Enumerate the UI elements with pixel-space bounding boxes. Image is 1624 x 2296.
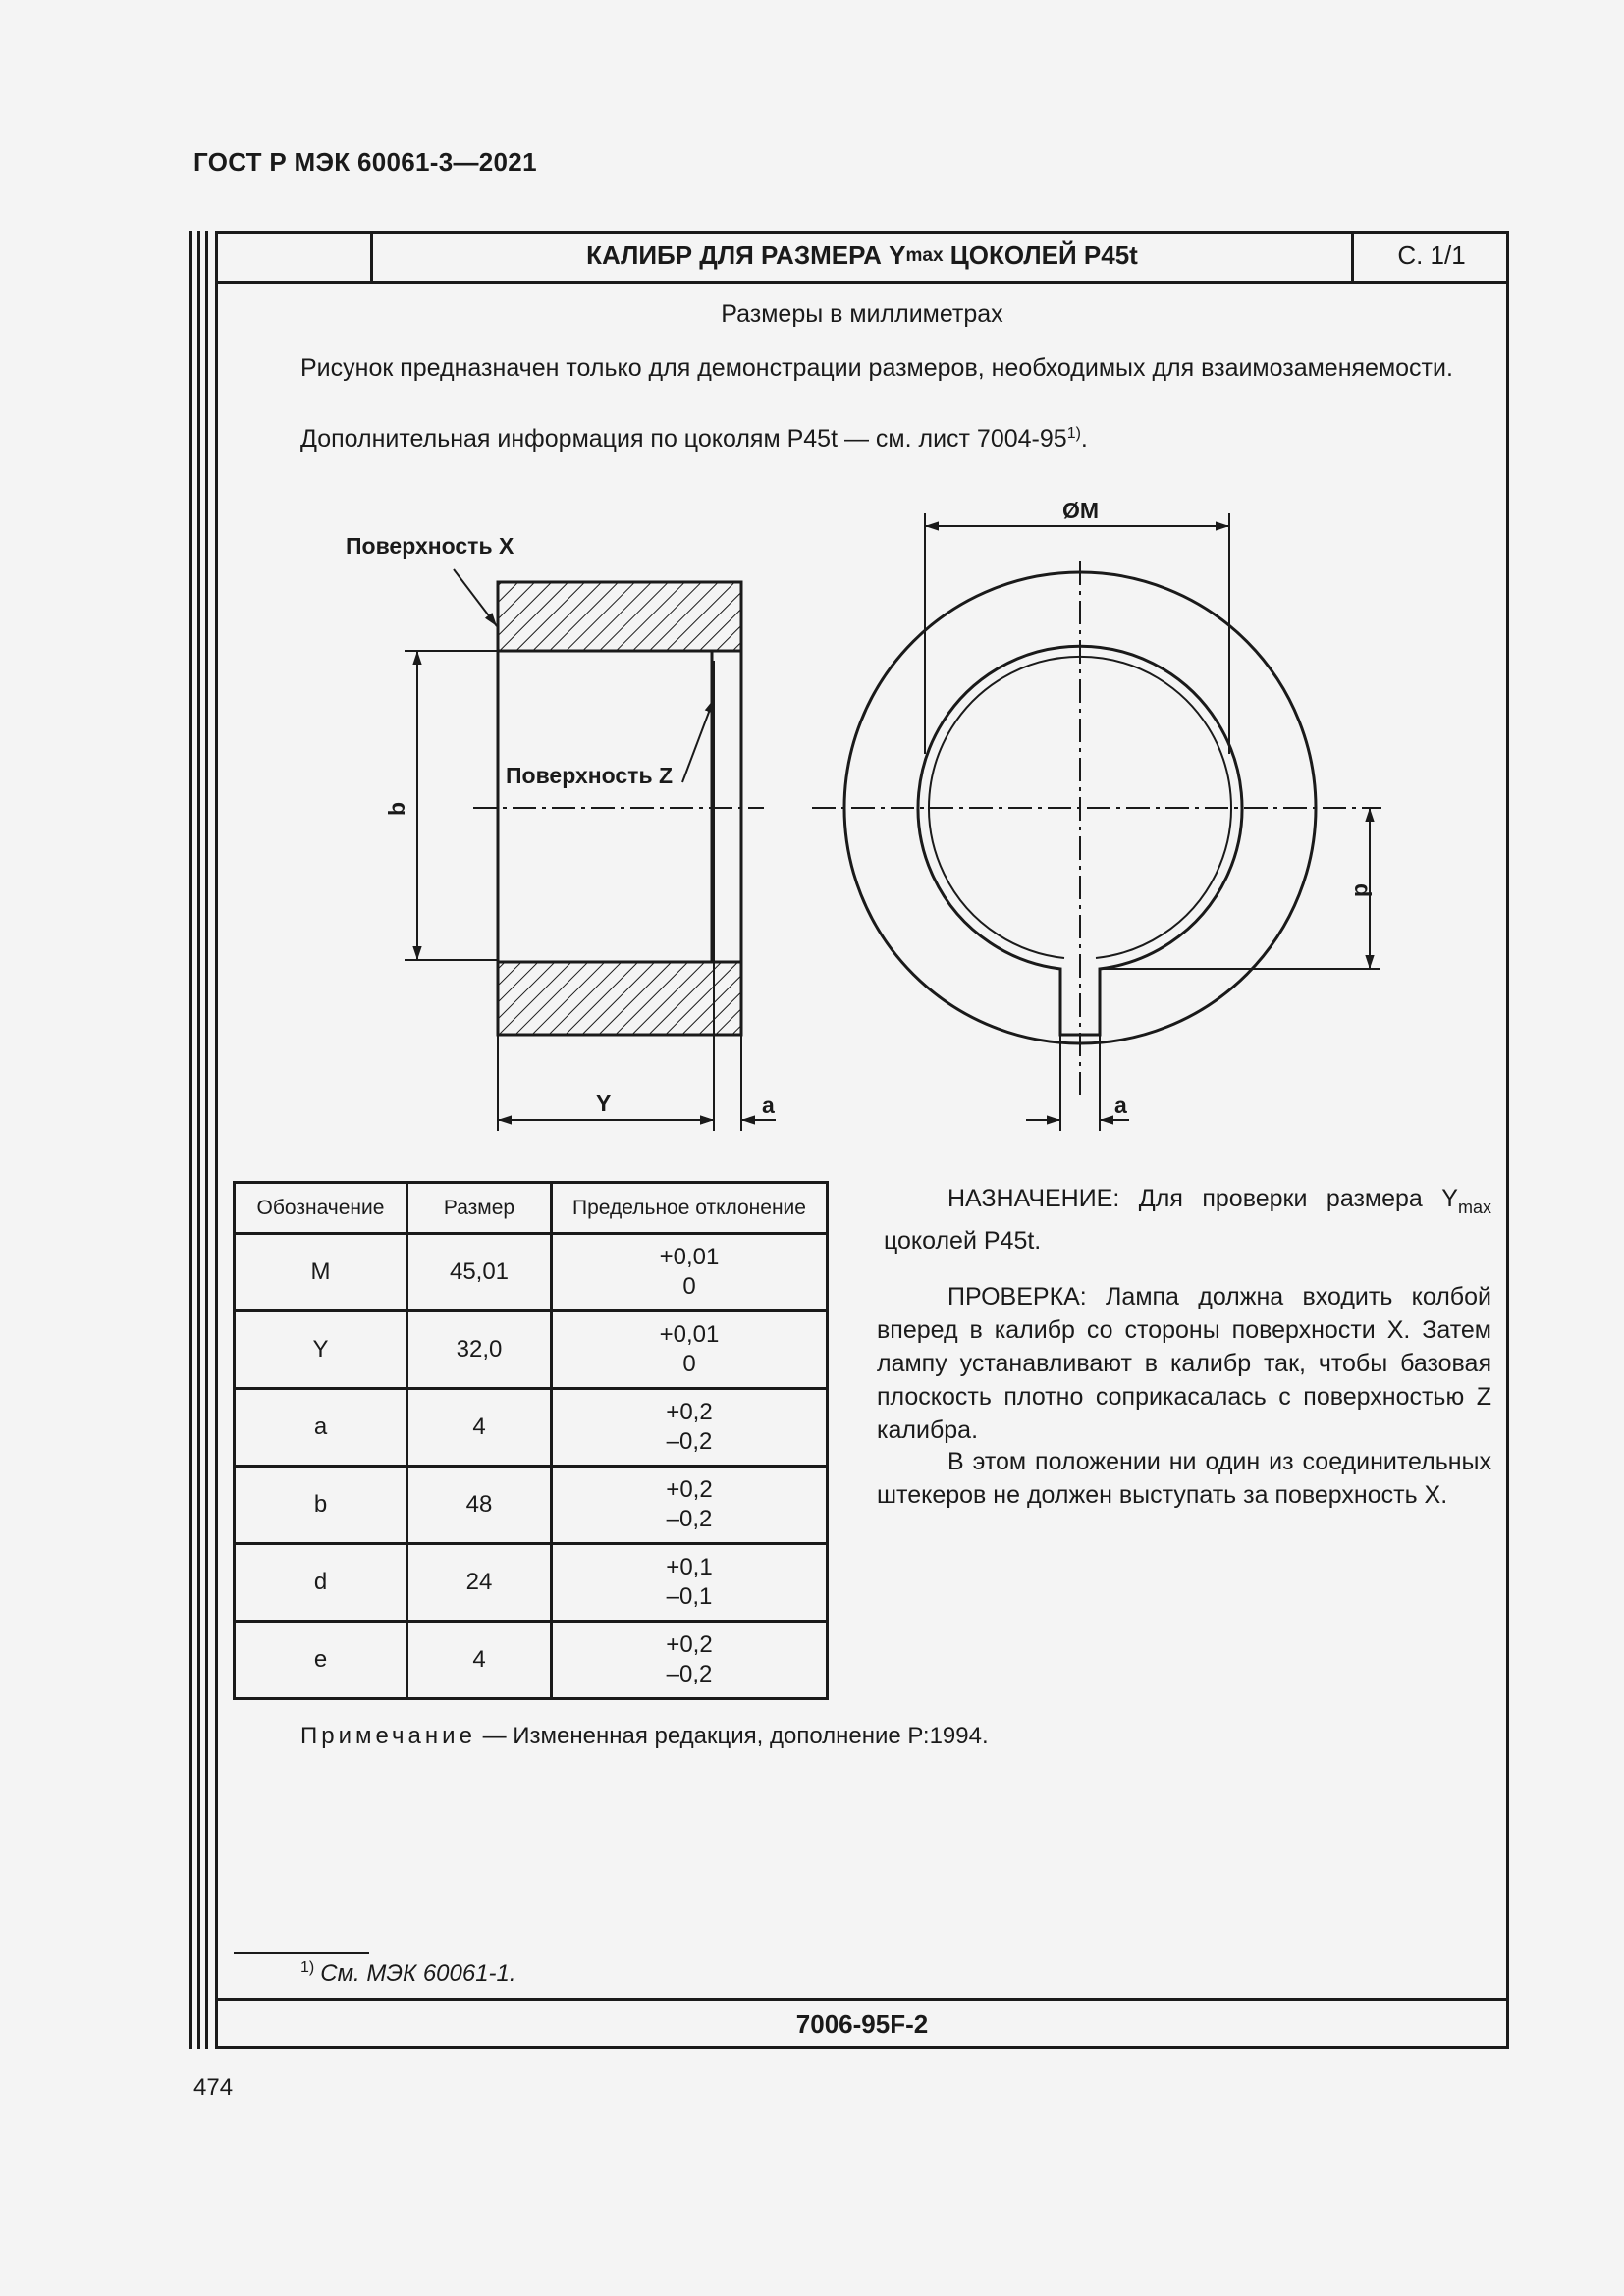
sheet-number: С. 1/1 xyxy=(1351,231,1509,281)
table-row xyxy=(235,1467,828,1544)
purpose-subscript: max xyxy=(1457,1198,1491,1217)
row-tolerance xyxy=(552,1234,828,1311)
tolerance-lower: –0,2 xyxy=(666,1661,713,1687)
header-size: Размер xyxy=(407,1183,552,1234)
purpose-text: НАЗНАЧЕНИЕ: Для проверки размера Y xyxy=(947,1185,1458,1212)
row-symbol: a xyxy=(235,1389,407,1467)
tolerance-lower: 0 xyxy=(682,1273,696,1300)
tolerance-lower: 0 xyxy=(682,1351,696,1377)
sheet-title-main: КАЛИБР ДЛЯ РАЗМЕРА Y xyxy=(586,240,906,270)
table-row xyxy=(235,1544,828,1622)
header-tolerance: Предельное отклонение xyxy=(552,1183,828,1234)
row-size: 48 xyxy=(407,1467,552,1544)
table-row xyxy=(235,1389,828,1467)
row-symbol: Y xyxy=(235,1311,407,1389)
section-view xyxy=(405,569,776,1131)
table-header-row xyxy=(235,1183,828,1234)
tolerance-upper: +0,2 xyxy=(666,1631,713,1658)
row-tolerance xyxy=(552,1311,828,1389)
row-size: 24 xyxy=(407,1544,552,1622)
sheet-title-rest: ЦОКОЛЕЙ Р45t xyxy=(943,240,1138,270)
footnote-rule xyxy=(234,1952,369,1954)
note-label: Примечание xyxy=(300,1723,476,1749)
dimension-a-left-label: a xyxy=(762,1093,775,1118)
footnote-text: См. МЭК 60061-1. xyxy=(320,1960,516,1987)
surface-z-label: Поверхность Z xyxy=(506,763,674,788)
dimension-b-label: b xyxy=(384,801,409,816)
tolerance-upper: +0,01 xyxy=(659,1321,720,1348)
row-tolerance xyxy=(552,1389,828,1467)
sheet-code: 7006-95F-2 xyxy=(795,2009,929,2039)
row-tolerance xyxy=(552,1544,828,1622)
tolerance-lower: –0,2 xyxy=(666,1506,713,1532)
row-size: 4 xyxy=(407,1622,552,1699)
check-paragraph-1: ПРОВЕРКА: Лампа должна входить колбой вперед в калибр со стороны поверхности X. Затем лампу устанавливают в калибр так, чтобы базовая плоскость плотно соприкасалась с поверхностью Z калибра. xyxy=(877,1283,1491,1444)
hatched-top-wall xyxy=(498,582,741,651)
dimensions-table xyxy=(233,1181,829,1700)
document-header: ГОСТ Р МЭК 60061-3—2021 xyxy=(193,147,537,177)
table-row xyxy=(235,1234,828,1311)
tolerance-upper: +0,2 xyxy=(666,1476,713,1503)
dimension-m-label: ØM xyxy=(1062,498,1100,523)
row-symbol: d xyxy=(235,1544,407,1622)
row-symbol: b xyxy=(235,1467,407,1544)
table-row xyxy=(235,1622,828,1699)
hatched-bottom-wall xyxy=(498,962,741,1035)
units-note: Размеры в миллиметрах xyxy=(721,300,1003,328)
row-tolerance xyxy=(552,1467,828,1544)
check-paragraph-2: В этом положении ни один из соединительных штекеров не должен выступать за поверхность X. xyxy=(877,1448,1491,1509)
purpose-text-end: цоколей Р45t. xyxy=(877,1227,1042,1255)
dimension-d-label: d xyxy=(1350,883,1376,898)
row-size: 32,0 xyxy=(407,1311,552,1389)
dimension-y-label: Y xyxy=(596,1091,612,1116)
purpose-paragraph xyxy=(877,1182,1491,1257)
sheet-title-subscript: max xyxy=(905,244,944,266)
surface-x-leader xyxy=(454,569,497,626)
groove-outline xyxy=(684,651,712,962)
tolerance-lower: –0,1 xyxy=(666,1583,713,1610)
row-tolerance xyxy=(552,1622,828,1699)
tolerance-upper: +0,2 xyxy=(666,1399,713,1425)
tolerance-upper: +0,01 xyxy=(659,1244,720,1270)
surface-x-label: Поверхность X xyxy=(346,533,514,559)
footnote xyxy=(300,1959,516,1988)
footnote-ref: 1) xyxy=(1066,425,1081,442)
row-size: 4 xyxy=(407,1389,552,1467)
note-text: — Измененная редакция, дополнение Р:1994. xyxy=(475,1723,989,1749)
footnote-mark: 1) xyxy=(300,1959,315,1976)
row-size: 45,01 xyxy=(407,1234,552,1311)
tolerance-upper: +0,1 xyxy=(666,1554,713,1580)
intro-paragraph-1: Рисунок предназначен только для демонстрации размеров, необходимых для взаимозаменяемости. xyxy=(300,354,1453,382)
intro-paragraph-2-end: . xyxy=(1080,425,1088,453)
row-symbol: e xyxy=(235,1622,407,1699)
table-row xyxy=(235,1311,828,1389)
row-symbol: M xyxy=(235,1234,407,1311)
sheet-code-bar xyxy=(215,1998,1509,2049)
note xyxy=(300,1723,989,1750)
dimension-a-right-label: a xyxy=(1114,1093,1127,1118)
header-symbol: Обозначение xyxy=(235,1183,407,1234)
page-number: 474 xyxy=(193,2074,234,2101)
intro-paragraph-2-text: Дополнительная информация по цоколям Р45t — см. лист 7004-95 xyxy=(300,425,1067,453)
front-view xyxy=(812,513,1381,1131)
tolerance-lower: –0,2 xyxy=(666,1428,713,1455)
